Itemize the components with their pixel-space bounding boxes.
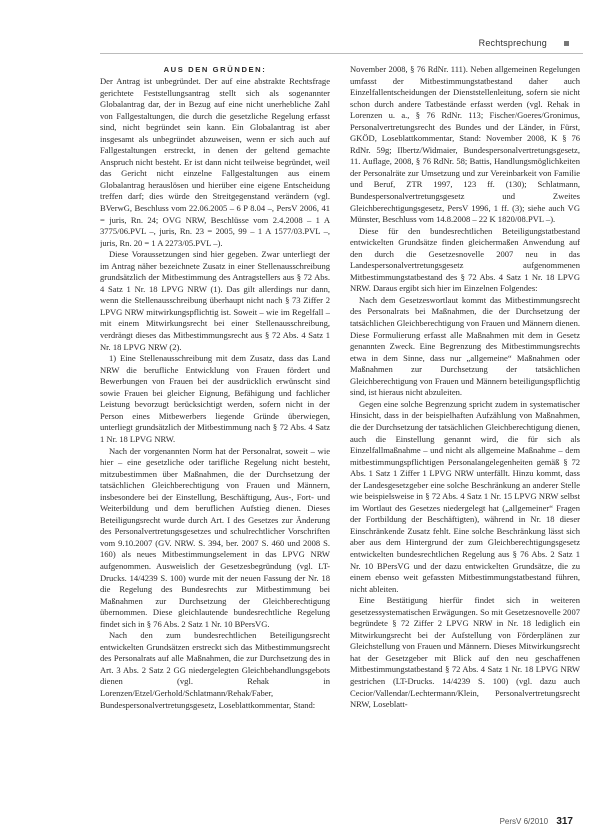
section-marker-icon: [564, 41, 569, 46]
body-paragraph: November 2008, § 76 RdNr. 111). Neben allgemeinen Regelungen umfasst der Mitbestimmungstatbestand daher auch Einzelfallentscheidungen der Dienststellenleitung, sofern sie nicht schon durch andere Tatbestände erfasst werden (vgl. Rehak in Lorenzen u. a., § 76 RdNr. 113; Fischer/Goeres/Gronimus, Personalvertretungsrecht des Bundes und der Länder, in Fürst, GKÖD, Loseblattkommentar, Stand: November 2008, K § 76 RdNr. 59g; Ilbertz/Widmaier, Bundespersonalvertretungsgesetz, 11. Auflage, 2008, § 76 RdNr. 58; Battis, Handlungsmöglichkeiten der Personalräte zur Umsetzung und zur Vereinbarkeit von Familie und Beruf, ZTR 1997, 123 ff. (130); Schlatmann, Bundespersonalvertretungsgesetz und Zweites Gleichberechtigungsgesetz, PersV 1996, 1 ff. (3); siehe auch VG Münster, Beschluss vom 14.8.2008 – 22 K 1820/08.PVL –).: [350, 64, 580, 225]
body-paragraph: 1) Eine Stellenausschreibung mit dem Zusatz, dass das Land NRW die berufliche Entwicklung von Frauen fördert und Bewerbungen von Frauen bei der ausdrücklich erwünscht sind sowie Frauen bei gleicher Eignung, Befähigung und fachlicher Leistung bevorzugt berücksichtigt werden, sofern nicht in der Person eines Mitbewerbers liegende Gründe überwiegen, unterliegt grundsätzlich der Mitbestimmung nach § 72 Abs. 4 Satz 1 Nr. 18 LPVG NRW.: [100, 353, 330, 444]
section-label: Rechtsprechung: [478, 38, 547, 48]
body-paragraph: Eine Bestätigung hierfür findet sich in weiteren gesetzessystematischen Erwägungen. So mit Gesetzesnovelle 2007 begründete § 72 Ziffer 2 LPVG NRW in Nr. 18 lediglich ein Mitwirkungsrecht bei der Aufstellung von Förderplänen zur Gleichstellung von Frauen und Männern. Dieses Mitwirkungsrecht hat der Gesetzgeber mit Blick auf den neu geschaffenen Mitbestimmungstatbestand § 72 Abs. 4 Satz 1 Nr. 18 LPVG NRW gestrichen (LT-Drucks. 14/4239 S. 100) (vgl. dazu auch Cecior/Vallendar/Lechtermann/Klein, Personalvertretungsrecht NRW, Loseblatt-: [350, 595, 580, 710]
body-paragraph: Diese Voraussetzungen sind hier gegeben. Zwar unterliegt der im Antrag näher bezeichnete Zusatz in einer Stellenausschreibung grundsätzlich der Mitbestimmung des Antragstellers aus § 72 Abs. 4 Satz 1 Nr. 18 LPVG NRW (1). Das gilt allerdings nur dann, wenn die Stellenausschreibung überhaupt nicht nach § 73 Ziffer 2 LPVG NRW mitwirkungspflichtig ist. Soweit – wie im Regelfall – mit einem Mitwirkungsrecht bei einer Stellenausschreibung, verdrängt dieses das Mitbestimmungsrecht aus § 72 Abs. 4 Satz 1 Nr. 18 LPVG NRW (2).: [100, 249, 330, 352]
section-heading: AUS DEN GRÜNDEN:: [163, 65, 267, 74]
left-column: [100, 64, 330, 804]
body-paragraph: Nach den zum bundesrechtlichen Beteiligungsrecht entwickelten Grundsätzen erstreckt sich das Mitbestimmungsrecht des Personalrats auf alle Maßnahmen, die zur Durchsetzung des in Art. 3 Abs. 2 Satz 2 GG niedergelegten Gleichbehandlungsgebots dienen (vgl. Rehak in Lorenzen/Etzel/Gerhold/Schlatmann/Rehak/Faber, Bundespersonalvertretungsgesetz, Loseblattkommentar, Stand:: [100, 630, 330, 710]
page-footer: [500, 816, 573, 827]
body-paragraph: Gegen eine solche Begrenzung spricht zudem in systematischer Hinsicht, dass in der beispielhaften Aufzählung von Maßnahmen, die der Durchsetzung der tatsächlichen Gleichberechtigung dienen, auch die Einstellung genannt wird, die für sich als Einzelfallmaßnahme – und nicht als allgemeine Maßnahme – dem mitbestimmungspflichtigen Personalangelegenheiten gemäß § 72 Abs. 1 Satz 1 Ziffer 1 LPVG NRW unterfällt. Hinzu kommt, dass der Landesgesetzgeber eine solche Beschränkung an anderer Stelle wie beispielsweise in § 72 Abs. 4 Satz 1 Nr. 15 LPVG NRW selbst im Wortlaut des Gesetzes niedergelegt hat („allgemeiner“ Fragen der Fortbildung der Beschäftigten), während in Nr. 18 dieser Einschränkende Zusatz fehlt. Eine solche Beschränkung lässt sich aber aus dem Hintergrund der zum Gleichberechtigungsgesetz entwickelten bundesrechtlichen Regelung aus § 76 Abs. 2 Satz 1 Nr. 10 BPersVG und der dazu entwickelten Grundsätze, die zu einem ebenso weit gefassten Mitbestimmungstatbestand führen, nicht ableiten.: [350, 398, 580, 594]
body-paragraph: Nach der vorgenannten Norm hat der Personalrat, soweit – wie hier – eine gesetzliche oder tarifliche Regelung nicht besteht, mitzubestimmen über Maßnahmen, die der Durchsetzung der tatsächlichen Gleichberechtigung von Frauen und Männern, insbesondere bei der Einstellung, Beschäftigung, Aus-, Fort- und Weiterbildung und dem beruflichen Aufstieg dienen. Dieses Beteiligungsrecht wurde durch Art. I des Gesetzes zur Änderung des Personalvertretungsgesetzes und schulrechtlicher Vorschriften vom 9.10.2007 (GV. NRW. S. 394, ber. 2007 S. 460 und 2008 S. 160) als neues Mitbestimmungselement in das LPVG NRW aufgenommen. Ausweislich der Gesetzesbegründung (vgl. LT-Drucks. 14/4239 S. 100) wurde mit der neuen Fassung der Nr. 18 die Regelung des Bundesrechts zur Mitbestimmung bei Maßnahmen zur Durchsetzung der Gleichberechtigung übernommen. Diese gleichlautende bundesrechtliche Regelung findet sich in § 76 Abs. 2 Satz 1 Nr. 10 BPersVG.: [100, 445, 330, 629]
body-paragraph: Der Antrag ist unbegründet. Der auf eine abstrakte Rechtsfrage gerichtete Feststellungsantrag stellt sich als sogenannter Globalantrag dar, der in Bezug auf eine nicht unerhebliche Zahl von Fallgestaltungen, die durch die gesetzliche Regelung erfasst sind, nicht begründet sein kann. Ein Globalantrag ist aber insgesamt als unbegründet abzuweisen, wenn er sich auch auf Fallgestaltungen erstreckt, in denen der geltend gemachte Anspruch nicht besteht. Er ist dann nicht teilweise begründet, weil das Gericht nicht einzelne Fallgestaltungen aus einem Globalantrag herauslösen und hierüber eine eigene Entscheidung treffen darf; dies würde den Streitgegenstand verändern (vgl. BVerwG, Beschluss vom 22.06.2005 – 6 P 8.04 –, PersV 2006, 41 = juris, Rn. 24; OVG NRW, Beschlüsse vom 2.4.2008 – 1 A 3775/06.PVL –, juris, Rn. 23 = 2005, 99 – 1 A 1577/03.PVL –, juris, Rn. 20 = 1 A 2273/05.PVL –).: [100, 76, 330, 248]
page-number: 317: [556, 816, 573, 827]
right-column: [350, 64, 580, 804]
header-divider: [100, 53, 583, 54]
body-paragraph: Nach dem Gesetzeswortlaut kommt das Mitbestimmungsrecht des Personalrats bei Maßnahmen, die der Durchsetzung der tatsächlichen Gleichberechtigung von Frauen und Männern dienen. Diese Formulierung erfasst alle Maßnahmen mit dem in Gesetz genannten Zweck. Eine Begrenzung des Mitbestimmungsrechts etwa in dem Sinne, dass nur „allgemeine“ Maßnahmen oder Maßnahmen zur Durchsetzung der tatsächlichen Gleichberechtigung von Frauen und Männern beteiligungspflichtig sind, ist hieraus nicht abzuleiten.: [350, 294, 580, 398]
body-paragraph: Diese für den bundesrechtlichen Beteiligungstatbestand entwickelten Grundsätze finden gleichermaßen Anwendung auf den durch die Gesetzesnovelle 2007 neu in das Landespersonalvertretungsgesetz aufgenommenen Mitbestimmungstatbestand des § 72 Abs. 4 Satz 1 Nr. 18 LPVG NRW. Daraus ergibt sich hier im Einzelnen Folgendes:: [350, 225, 580, 294]
issue-label: PersV 6/2010: [499, 817, 549, 826]
page-header: [0, 0, 601, 62]
